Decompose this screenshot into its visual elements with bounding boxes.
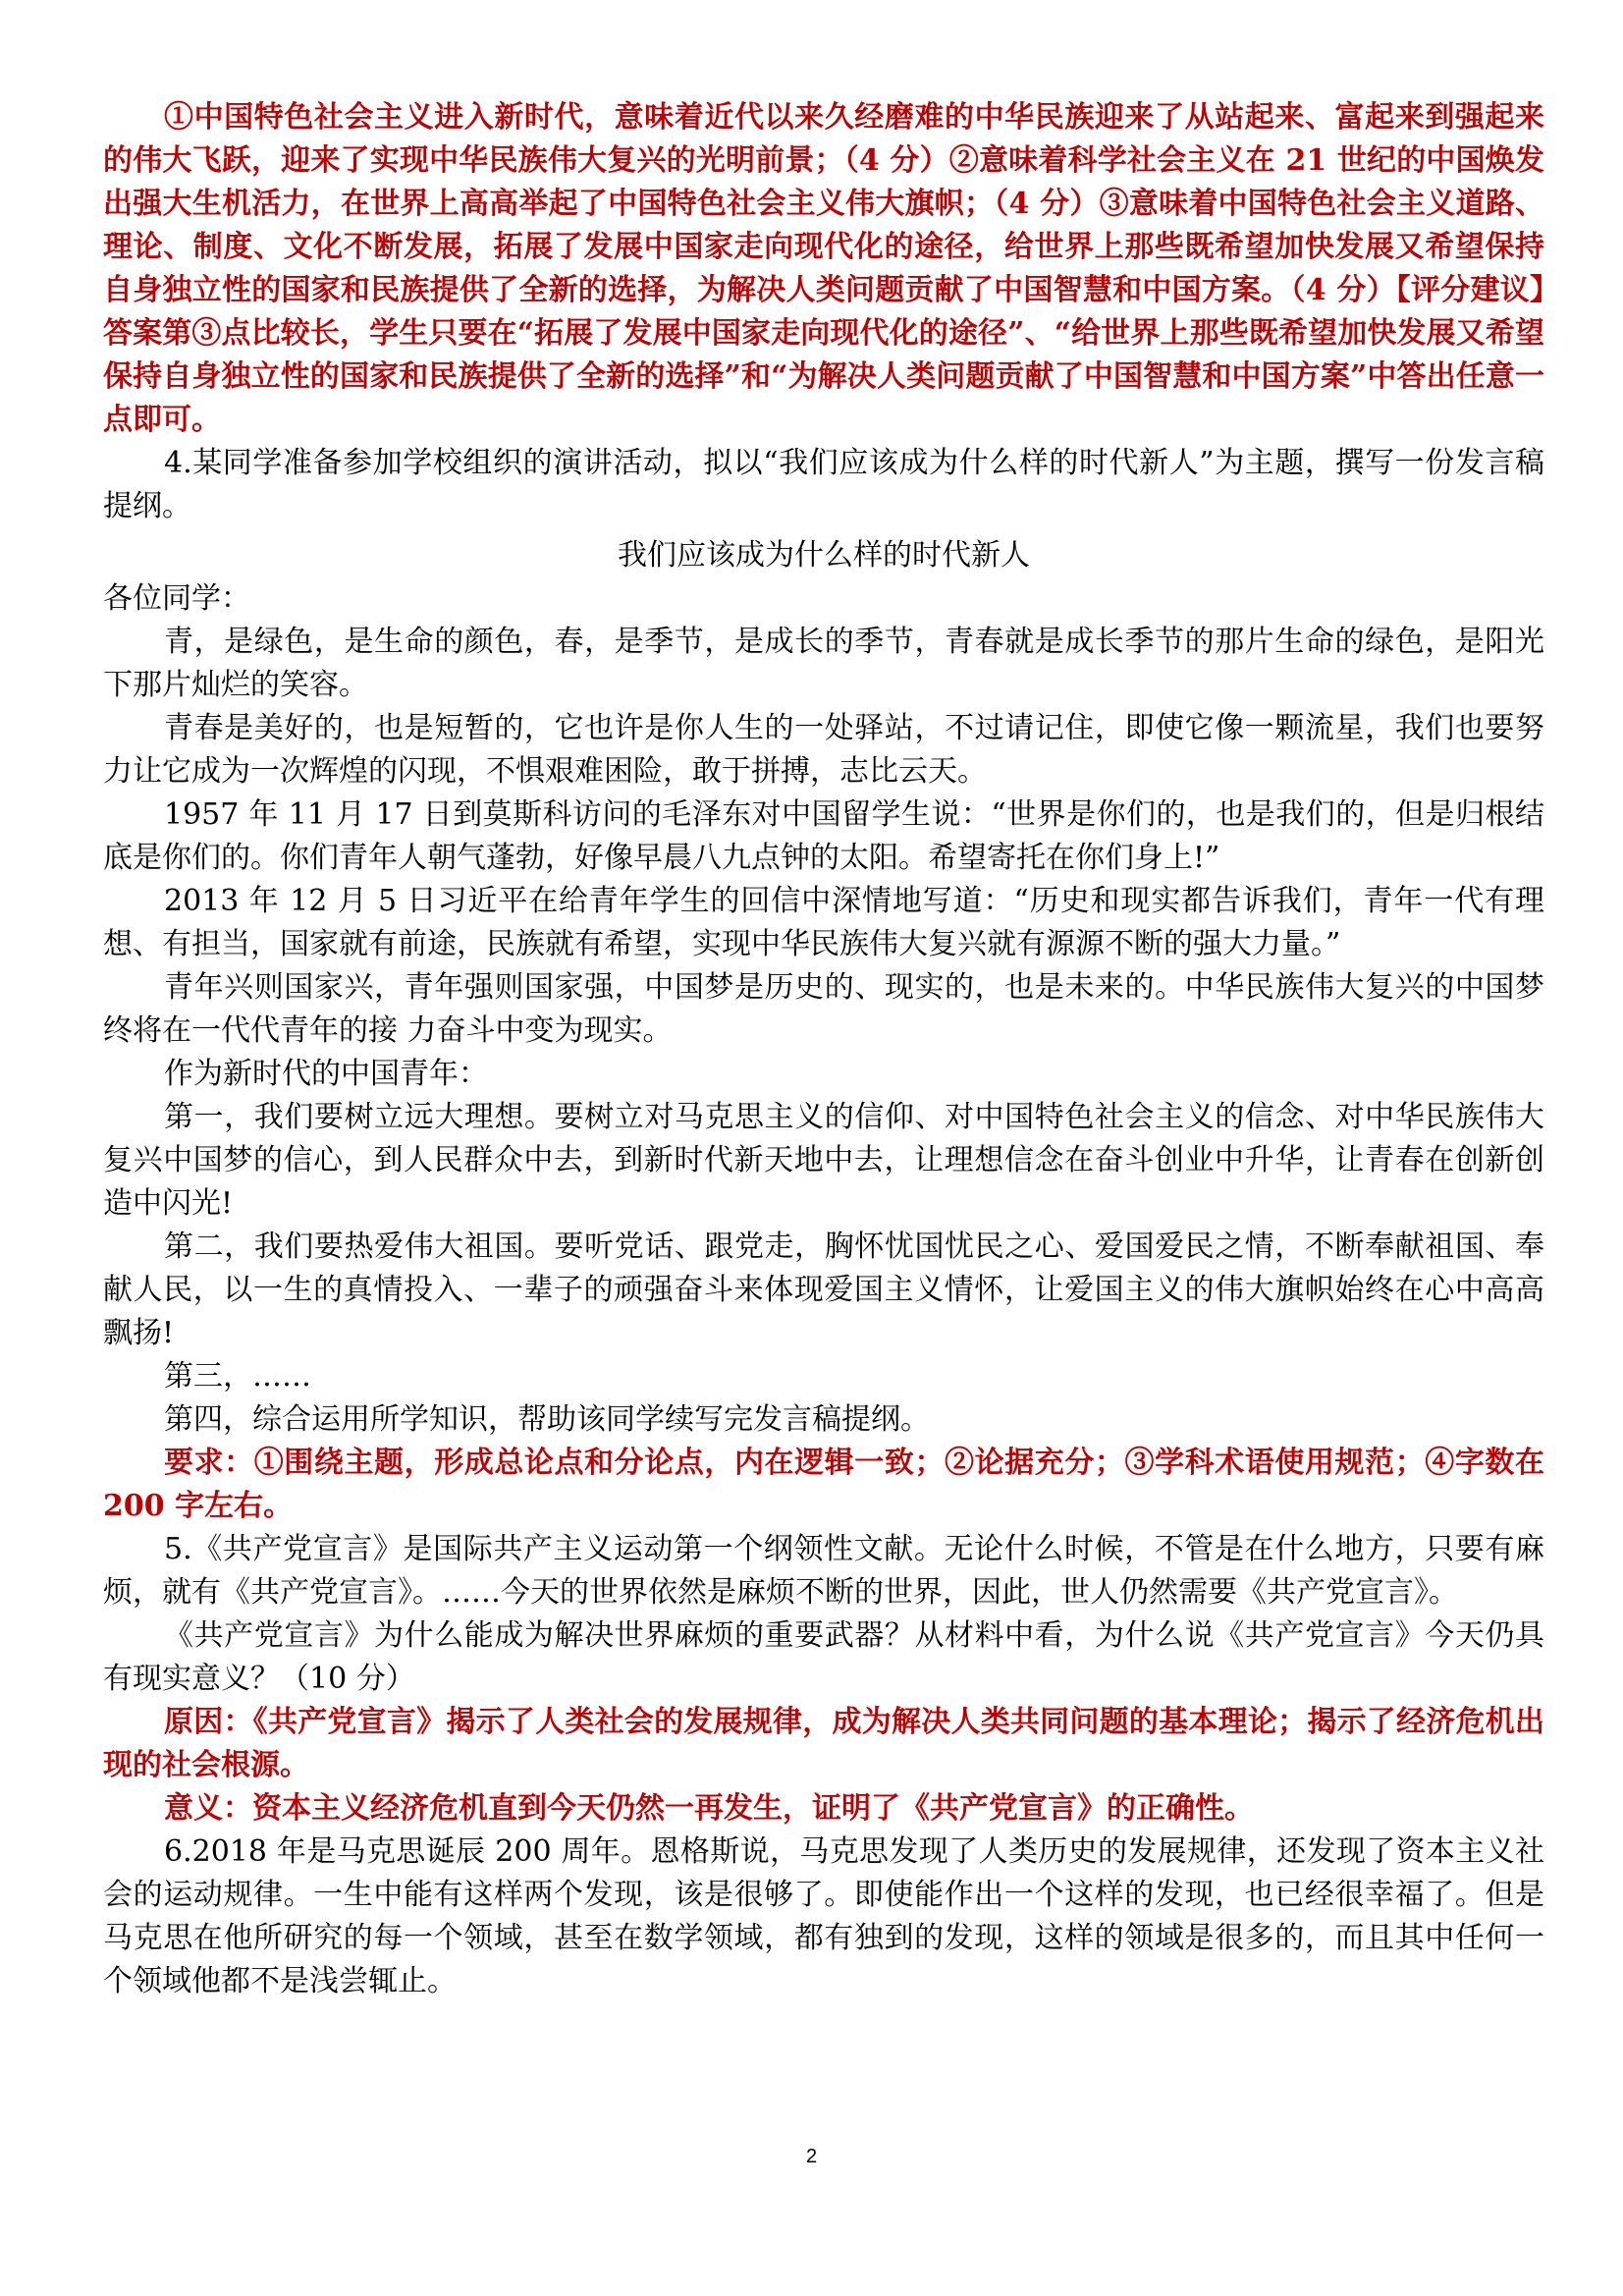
speech-paragraph-youth-green: 青，是绿色，是生命的颜色，春，是季节，是成长的季节，青春就是成长季节的那片生命的绿色，是阳光下那片灿烂的笑容。 — [103, 625, 1544, 702]
speech-paragraph-xi-quote: 2013 年 12 月 5 日习近平在给青年学生的回信中深情地写道：“历史和现实都告诉我们，青年一代有理想、有担当，国家就有前途，民族就有希望，实现中华民族伟大复兴就有源源不断的强大力量。” — [103, 884, 1544, 961]
question-6-material: 6.2018 年是马克思诞辰 200 周年。恩格斯说，马克思发现了人类历史的发展规律，还发现了资本主义社会的运动规律。一生中能有这样两个发现，该是很够了。即使能作出一个这样的发现，也已经很幸福了。但是马克思在他所研究的每一个领域，甚至在数学领域，都有独到的发现，这样的领域是很多的，而且其中任何一个领域他都不是浅尝辄止。 — [103, 1834, 1544, 1998]
question-4-prompt: 4.某同学准备参加学校组织的演讲活动，拟以“我们应该成为什么样的时代新人”为主题，撰写一份发言稿提纲。 — [103, 446, 1544, 523]
answer-paragraph-3: ①中国特色社会主义进入新时代，意味着近代以来久经磨难的中华民族迎来了从站起来、富起来到强起来的伟大飞跃，迎来了实现中华民族伟大复兴的光明前景；（4 分）②意味着科学社会主义在 21 世纪的中国焕发出强大生机活力，在世界上高高举起了中国特色社会主义伟大旗帜；（4 分）③意味着中国特色社会主义道路、理论、制度、文化不断发展，拓展了发展中国家走向现代化的途径，给世界上那些既希望加快发展又希望保持自身独立性的国家和民族提供了全新的选择，为解决人类问题贡献了中国智慧和中国方案。（4 分）【评分建议】答案第③点比较长，学生只要在“拓展了发展中国家走向现代化的途径”、“给世界上那些既希望加快发展又希望保持自身独立性的国家和民族提供了全新的选择”和“为解决人类问题贡献了中国智慧和中国方案”中答出任意一点即可。 — [103, 100, 1544, 437]
speech-paragraph-china-dream: 青年兴则国家兴，青年强则国家强，中国梦是历史的、现实的，也是未来的。中华民族伟大复兴的中国梦终将在一代代青年的接 力奋斗中变为现实。 — [103, 970, 1544, 1048]
speech-point-second: 第二，我们要热爱伟大祖国。要听党话、跟党走，胸怀忧国忧民之心、爱国爱民之情，不断奉献祖国、奉献人民，以一生的真情投入、一辈子的顽强奋斗来体现爱国主义情怀，让爱国主义的伟大旗帜始终在心中高高飘扬! — [103, 1230, 1544, 1350]
document-page — [103, 96, 1544, 2003]
answer-reason: 原因：《共产党宣言》揭示了人类社会的发展规律，成为解决人类共同问题的基本理论；揭示了经济危机出现的社会根源。 — [103, 1705, 1544, 1782]
page-number: 2 — [805, 2146, 818, 2167]
speech-paragraph-mao-quote: 1957 年 11 月 17 日到莫斯科访问的毛泽东对中国留学生说：“世界是你们的，也是我们的，但是归根结底是你们的。你们青年人朝气蓬勃，好像早晨八九点钟的太阳。希望寄托在你们身上!” — [103, 797, 1544, 875]
answer-requirements: 要求：①围绕主题，形成总论点和分论点，内在逻辑一致；②论据充分；③学科术语使用规范；④字数在 200 字左右。 — [103, 1446, 1544, 1523]
answer-significance: 意义：资本主义经济危机直到今天仍然一再发生，证明了《共产党宣言》的正确性。 — [164, 1791, 1254, 1826]
speech-title: 我们应该成为什么样的时代新人 — [618, 538, 1030, 573]
question-5-material: 5.《共产党宣言》是国际共产主义运动第一个纲领性文献。无论什么时候，不管是在什么地方，只要有麻烦，就有《共产党宣言》。……今天的世界依然是麻烦不断的世界，因此，世人仍然需要《共产党宣言》。 — [103, 1532, 1544, 1610]
speech-point-first: 第一，我们要树立远大理想。要树立对马克思主义的信仰、对中国特色社会主义的信念、对中华民族伟大复兴中国梦的信心，到人民群众中去，到新时代新天地中去，让理想信念在奋斗创业中升华，让青春在创新创造中闪光! — [103, 1100, 1544, 1221]
speech-paragraph-youth-brief: 青春是美好的，也是短暂的，它也许是你人生的一处驿站，不过请记住，即使它像一颗流星，我们也要努力让它成为一次辉煌的闪现，不惧艰难困险，敢于拼搏，志比云天。 — [103, 711, 1544, 789]
speech-paragraph-new-era-youth: 作为新时代的中国青年： — [164, 1057, 488, 1091]
question-5-prompt: 《共产党宣言》为什么能成为解决世界麻烦的重要武器？从材料中看，为什么说《共产党宣言》今天仍具有现实意义？（10 分） — [103, 1618, 1544, 1696]
speech-point-third: 第三，…… — [164, 1359, 311, 1394]
speech-salutation: 各位同学： — [103, 581, 250, 616]
speech-point-fourth: 第四，综合运用所学知识，帮助该同学续写完发言稿提纲。 — [164, 1402, 930, 1437]
